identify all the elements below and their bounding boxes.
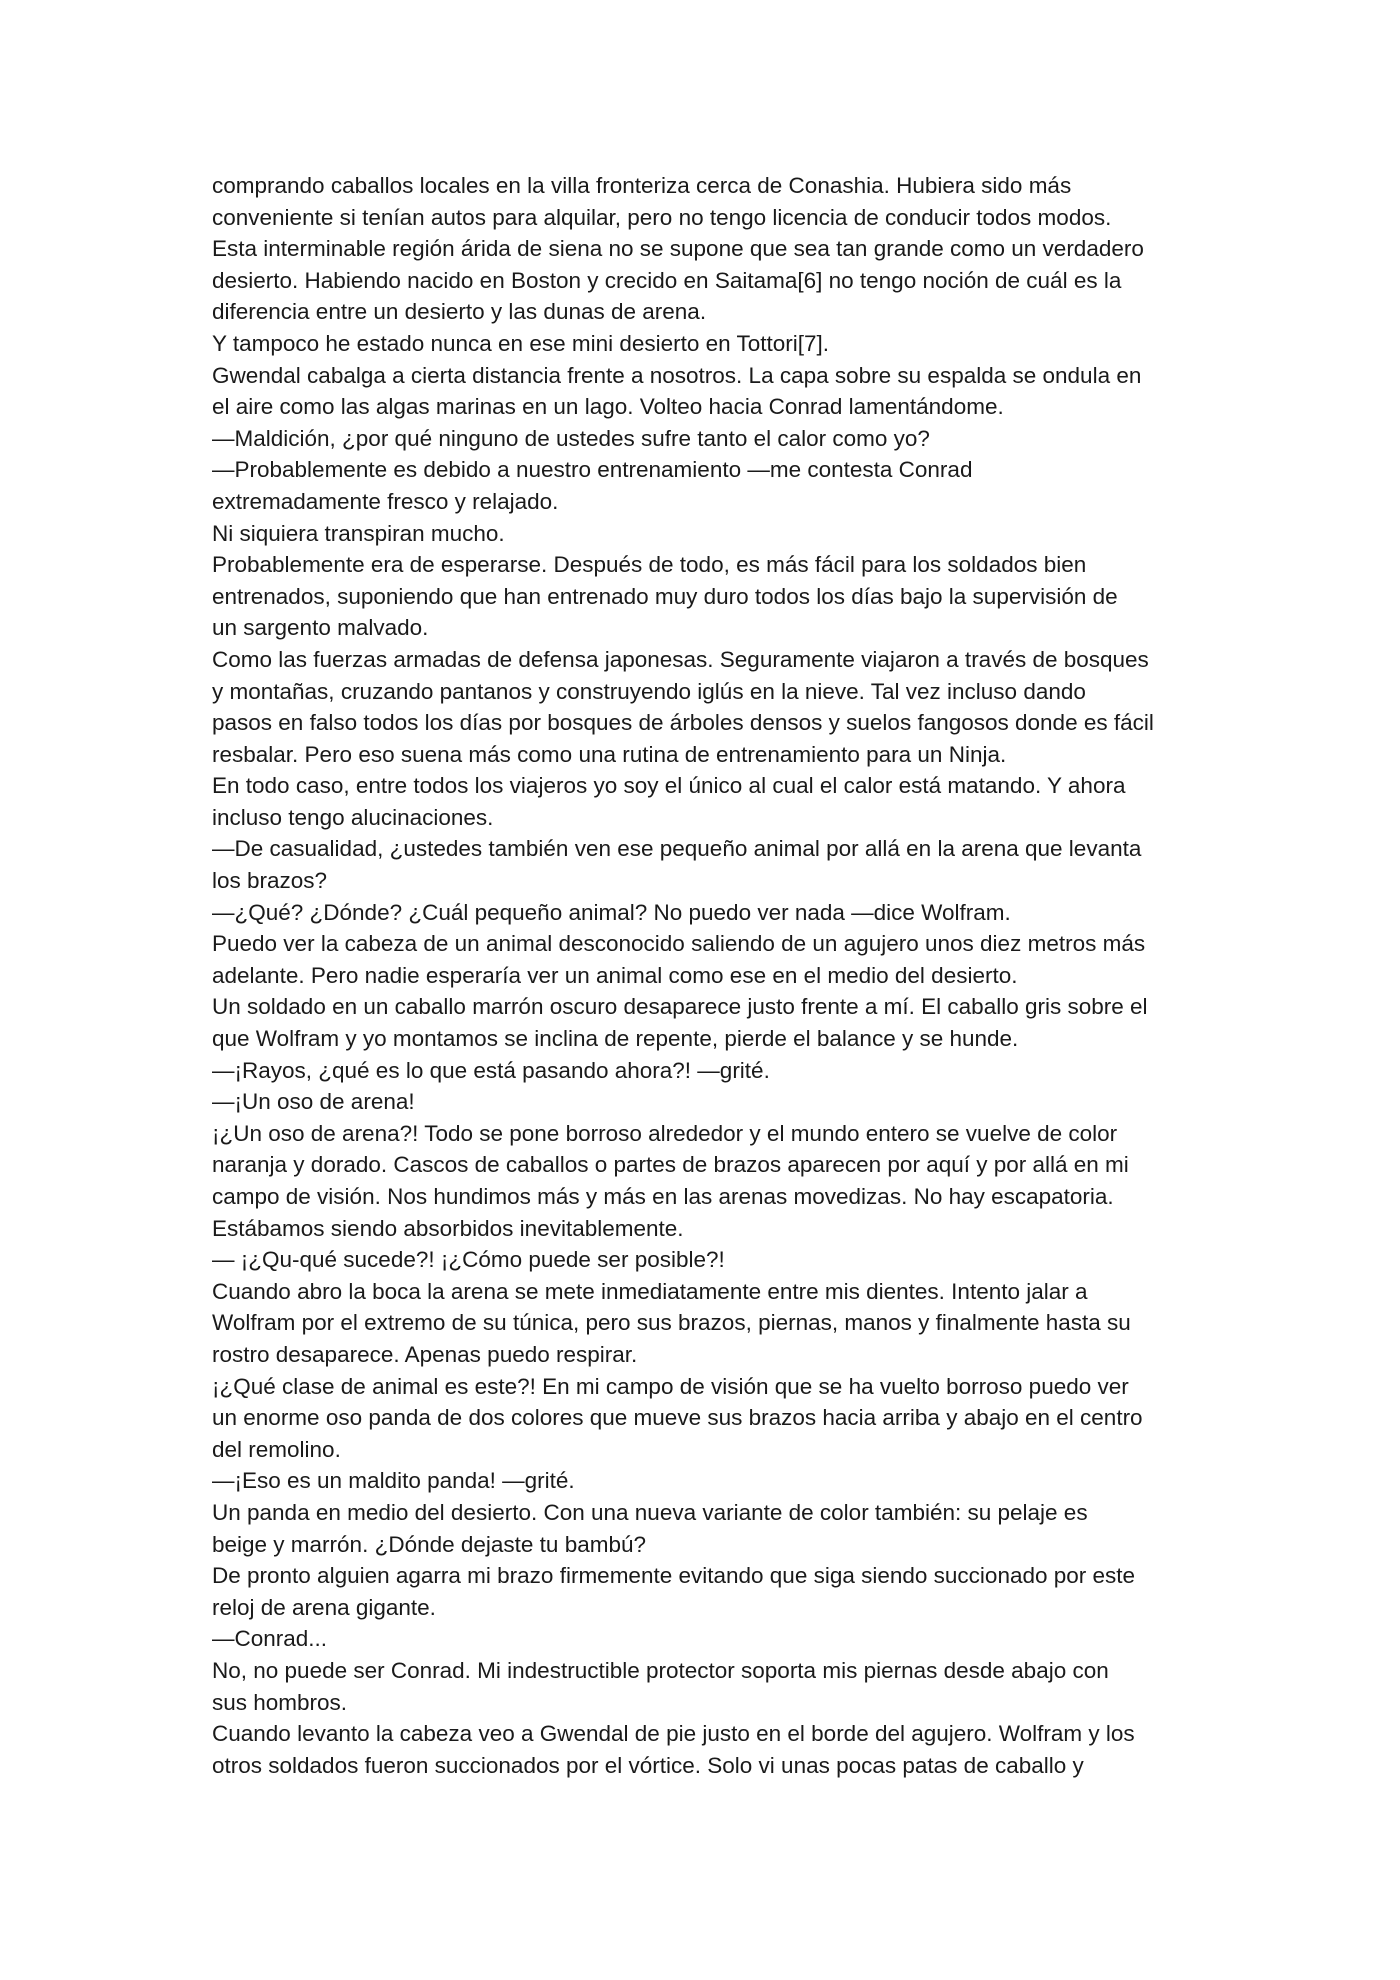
text-line: rostro desaparece. Apenas puedo respirar. — [212, 1341, 638, 1367]
text-line: —Probablemente es debido a nuestro entrenamiento —me contesta Conrad — [212, 457, 973, 483]
body-text — [212, 170, 1202, 1781]
text-line: Gwendal cabalga a cierta distancia frente a nosotros. La capa sobre su espalda se ondula en — [212, 362, 1142, 388]
text-line: —¡Rayos, ¿qué es lo que está pasando ahora?! —grité. — [212, 1057, 770, 1083]
text-line: que Wolfram y yo montamos se inclina de repente, pierde el balance y se hunde. — [212, 1026, 1019, 1052]
text-line: otros soldados fueron succionados por el vórtice. Solo vi unas pocas patas de caballo y — [212, 1752, 1084, 1778]
text-line: Un soldado en un caballo marrón oscuro desaparece justo frente a mí. El caballo gris sobre el — [212, 994, 1148, 1020]
text-line: —De casualidad, ¿ustedes también ven ese pequeño animal por allá en la arena que levanta — [212, 836, 1142, 862]
text-line: —¿Qué? ¿Dónde? ¿Cuál pequeño animal? No puedo ver nada —dice Wolfram. — [212, 899, 1011, 925]
text-line: adelante. Pero nadie esperaría ver un animal como ese en el medio del desierto. — [212, 962, 1018, 988]
text-line: campo de visión. Nos hundimos más y más en las arenas movedizas. No hay escapatoria. — [212, 1184, 1114, 1209]
text-line: ¡¿Un oso de arena?! Todo se pone borroso alrededor y el mundo entero se vuelve de color — [212, 1120, 1118, 1146]
text-line: — ¡¿Qu-qué sucede?! ¡¿Cómo puede ser posible?! — [212, 1247, 725, 1273]
text-line: —¡Un oso de arena! — [212, 1089, 415, 1115]
text-line: En todo caso, entre todos los viajeros yo soy el único al cual el calor está matando. Y ahora — [212, 773, 1126, 799]
text-line: pasos en falso todos los días por bosques de árboles densos y suelos fangosos donde es fácil — [212, 710, 1154, 736]
text-line: Estábamos siendo absorbidos inevitablemente. — [212, 1215, 684, 1241]
text-line: Un panda en medio del desierto. Con una nueva variante de color también: su pelaje es — [212, 1499, 1088, 1525]
text-line: el aire como las algas marinas en un lago. Volteo hacia Conrad lamentándome. — [212, 394, 1004, 420]
text-line: No, no puede ser Conrad. Mi indestructible protector soporta mis piernas desde abajo con — [212, 1657, 1109, 1683]
text-line: —¡Eso es un maldito panda! —grité. — [212, 1468, 575, 1494]
text-line: reloj de arena gigante. — [212, 1594, 436, 1620]
text-line: sus hombros. — [212, 1689, 348, 1715]
text-line: del remolino. — [212, 1436, 341, 1462]
text-line: resbalar. Pero eso suena más como una rutina de entrenamiento para un Ninja. — [212, 741, 1007, 767]
text-line: y montañas, cruzando pantanos y construyendo iglús en la nieve. Tal vez incluso dando — [212, 678, 1086, 704]
text-line: Y tampoco he estado nunca en ese mini desierto en Tottori[7]. — [212, 330, 830, 356]
text-line: De pronto alguien agarra mi brazo firmemente evitando que siga siendo succionado por este — [212, 1563, 1136, 1589]
text-line: beige y marrón. ¿Dónde dejaste tu bambú? — [212, 1531, 647, 1557]
text-line: un sargento malvado. — [212, 615, 429, 641]
text-line: Probablemente era de esperarse. Después de todo, es más fácil para los soldados bien — [212, 552, 1087, 578]
text-line: Cuando levanto la cabeza veo a Gwendal de pie justo en el borde del agujero. Wolfram y los — [212, 1721, 1135, 1747]
text-line: —Maldición, ¿por qué ninguno de ustedes sufre tanto el calor como yo? — [212, 425, 930, 451]
text-line: naranja y dorado. Cascos de caballos o partes de brazos aparecen por aquí y por allá en mi — [212, 1152, 1129, 1178]
text-line: Como las fuerzas armadas de defensa japonesas. Seguramente viajaron a través de bosques — [212, 646, 1149, 672]
text-line: Ni siquiera transpiran mucho. — [212, 520, 505, 546]
text-line: diferencia entre un desierto y las dunas de arena. — [212, 299, 707, 325]
text-line: Puedo ver la cabeza de un animal desconocido saliendo de un agujero unos diez metros más — [212, 931, 1146, 957]
text-line: Esta interminable región árida de siena no se supone que sea tan grande como un verdadero — [212, 236, 1144, 262]
text-line: desierto. Habiendo nacido en Boston y crecido en Saitama[6] no tengo noción de cuál es la — [212, 267, 1122, 293]
text-line: Wolfram por el extremo de su túnica, pero sus brazos, piernas, manos y finalmente hasta su — [212, 1310, 1131, 1336]
text-line: —Conrad... — [212, 1626, 328, 1652]
text-line: ¡¿Qué clase de animal es este?! En mi campo de visión que se ha vuelto borroso puedo ver — [212, 1373, 1129, 1399]
text-line: conveniente si tenían autos para alquilar, pero no tengo licencia de conducir todos modos. — [212, 204, 1112, 230]
text-line: comprando caballos locales en la villa fronteriza cerca de Conashia. Hubiera sido más — [212, 173, 1072, 198]
text-line: los brazos? — [212, 868, 328, 894]
text-line: extremadamente fresco y relajado. — [212, 488, 559, 514]
text-line: incluso tengo alucinaciones. — [212, 804, 494, 830]
text-line: entrenados, suponiendo que han entrenado muy duro todos los días bajo la supervisión de — [212, 583, 1118, 609]
text-line: un enorme oso panda de dos colores que mueve sus brazos hacia arriba y abajo en el centro — [212, 1405, 1143, 1431]
text-line: Cuando abro la boca la arena se mete inmediatamente entre mis dientes. Intento jalar a — [212, 1278, 1088, 1304]
